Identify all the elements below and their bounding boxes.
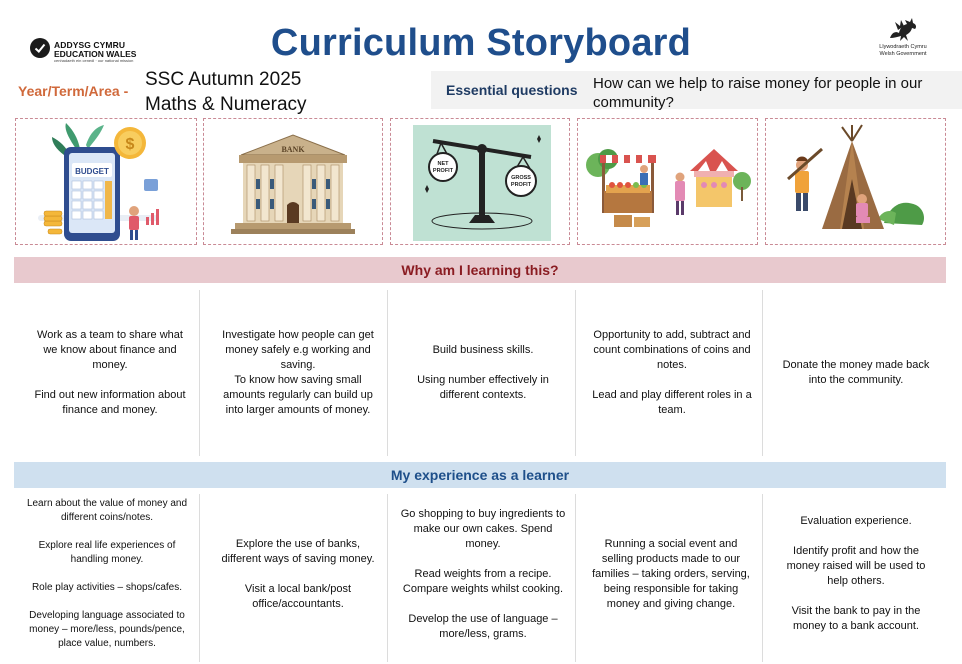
image-card-budget [15,118,197,245]
dragon-icon [886,16,920,44]
exp-3-point-2: Read weights from a recipe. Compare weights whilst cooking. [402,567,564,595]
why-column-1 [22,290,198,456]
bank-building-icon [204,119,382,244]
exp-5-point-1: Evaluation experience. [800,515,912,527]
budget-text: BUDGET [75,167,109,176]
why-4-point-2: Lead and play different roles in a team. [592,389,752,416]
column-divider [199,494,200,662]
image-card-market [577,118,758,245]
exp-4-point-1: Running a social event and selling products made to our families – taking orders, serving, being responsible for taking money and giving change. [592,537,750,610]
exp-3-point-1: Go shopping to buy ingredients to make our own cakes. Spend money. [400,507,566,550]
why-5-point-1: Donate the money made back into the community. [782,359,930,386]
profit-scale-icon [391,119,569,244]
svg-text:PROFIT: PROFIT [510,182,532,188]
year-term-line2: Maths & Numeracy [145,94,307,115]
column-divider [575,494,576,662]
why-1-point-1: Work as a team to share what we know about finance and money. [37,329,183,371]
why-learning-header: Why am I learning this? [14,257,946,283]
year-term-area-label: Year/Term/Area - [18,83,129,99]
essential-question-text: How can we help to raise money for people in our community? [593,75,923,111]
svg-text:NET: NET [437,161,449,167]
svg-text:PROFIT: PROFIT [432,168,454,174]
essential-questions-label: Essential questions [446,82,578,98]
logo-right-line1: Llywodraeth Cymru [879,44,927,50]
column-divider [387,290,388,456]
logo-left-tagline: cenhadaeth ein cenedl · our national mission [54,58,134,63]
market-stall-icon [578,119,757,244]
exp-1-point-2: Explore real life experiences of handling money. [38,540,176,565]
exp-5-point-2: Identify profit and how the money raised will be used to help others. [786,545,926,587]
exp-1-point-4: Developing language associated to money – more/less, pounds/pence, place value, numbers. [29,610,185,649]
exp-1-point-1: Learn about the value of money and different coins/notes. [26,498,188,523]
exp-3-point-3: Develop the use of language – more/less, grams. [408,612,558,640]
welsh-government-logo [868,16,938,66]
experience-column-2 [210,490,386,658]
column-divider [762,494,763,662]
why-2-point-1: Investigate how people can get money safely e.g working and saving. To know how saving small amounts regularly can build up into larger amounts of money. [222,329,374,416]
den-building-icon [766,119,945,244]
year-term-line1: SSC Autumn 2025 [145,69,302,90]
why-1-point-2: Find out new information about finance and money. [34,389,186,416]
experience-column-5 [770,490,942,658]
column-divider [199,290,200,456]
why-3-point-1: Build business skills. [432,344,534,356]
svg-text:GROSS: GROSS [511,175,531,181]
image-card-profit [390,118,570,245]
experience-header: My experience as a learner [14,462,946,488]
why-column-3 [392,290,574,456]
page-title: Curriculum Storyboard [270,22,692,64]
year-term-area-value [145,67,307,117]
experience-column-3 [392,490,574,658]
exp-2-point-2: Visit a local bank/post office/accountants. [244,582,352,610]
why-column-5 [768,290,944,456]
exp-5-point-3: Visit the bank to pay in the money to a bank account. [791,605,921,632]
why-3-point-2: Using number effectively in different contexts. [417,374,549,401]
bank-text: BANK [281,145,305,154]
image-card-bank [203,118,383,245]
experience-column-4 [580,490,762,658]
budget-phone-icon [16,119,196,244]
exp-1-point-3: Role play activities – shops/cafes. [31,582,183,593]
logo-right-line2: Welsh Government [879,51,927,57]
experience-column-1 [18,490,196,658]
logo-left-line2: EDUCATION WALES [54,49,137,59]
column-divider [762,290,763,456]
image-card-den [765,118,946,245]
why-column-2 [210,290,386,456]
why-4-point-1: Opportunity to add, subtract and count combinations of coins and notes. [593,329,751,371]
why-column-4 [584,290,760,456]
logo-left-line1: ADDYSG CYMRU [54,40,126,50]
svg-text:$: $ [125,136,135,153]
column-divider [387,494,388,662]
exp-2-point-1: Explore the use of banks, different ways of saving money. [221,537,375,565]
column-divider [575,290,576,456]
